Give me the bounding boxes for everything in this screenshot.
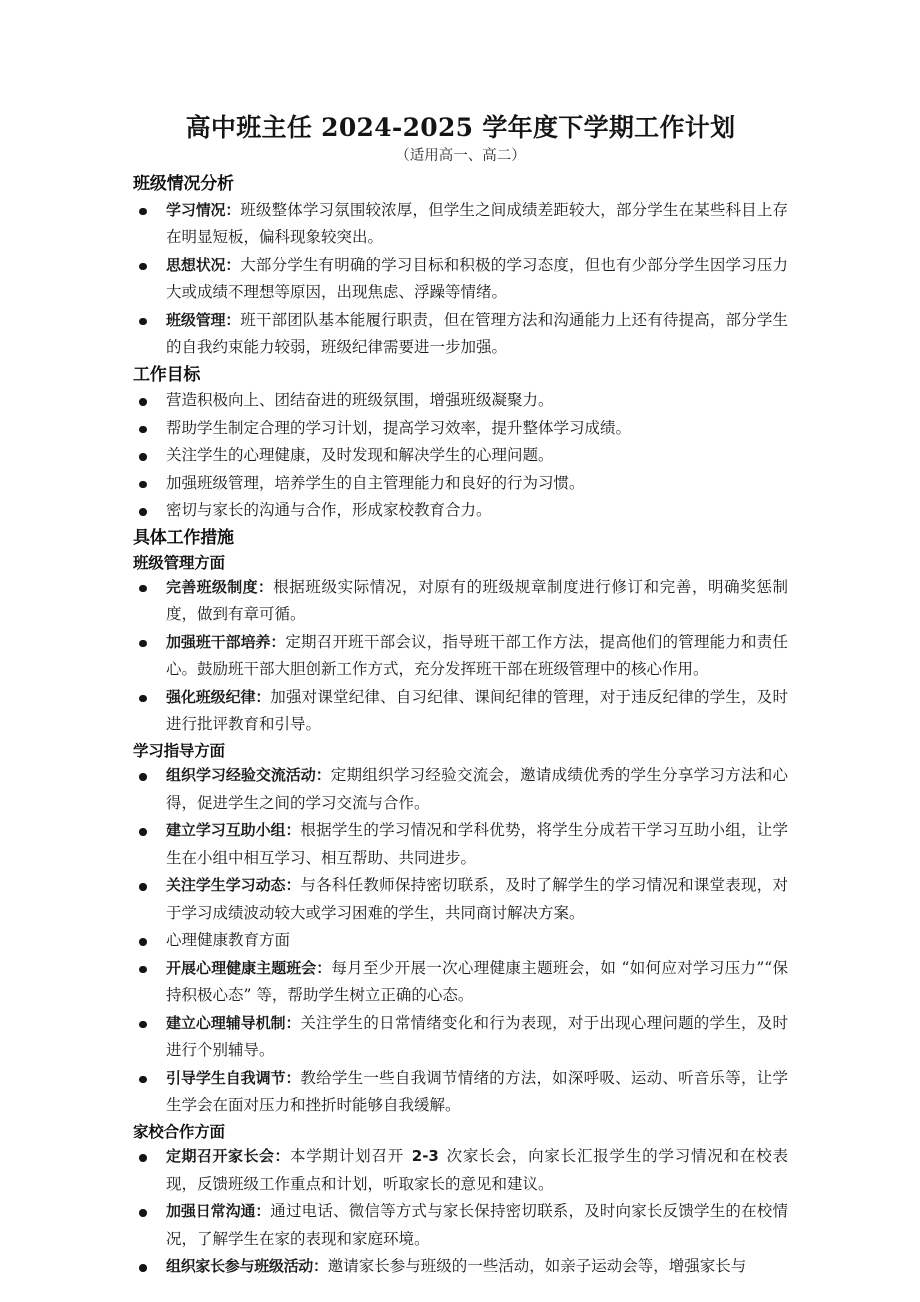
section-heading: 班级情况分析 bbox=[133, 174, 234, 195]
list-item: 建立学习互助小组：根据学生的学习情况和学科优势，将学生分成若干学习互助小组，让学生在小组中相互学习、相互帮助、共同进步。 bbox=[133, 817, 788, 872]
sections-container bbox=[133, 171, 788, 1281]
section-heading: 班级管理方面 bbox=[133, 553, 225, 572]
list-item: 加强班干部培养：定期召开班干部会议，指导班干部工作方法，提高他们的管理能力和责任心。鼓励班干部大胆创新工作方式，充分发挥班干部在班级管理中的核心作用。 bbox=[133, 629, 788, 684]
list-item: 密切与家长的沟通与合作，形成家校教育合力。 bbox=[133, 497, 788, 525]
bullet-lead-in: 开展心理健康主题班会： bbox=[166, 958, 332, 977]
bullet-lead-in: 定期召开家长会： bbox=[166, 1147, 290, 1166]
list-item: 建立心理辅导机制：关注学生的日常情绪变化和行为表现，对于出现心理问题的学生，及时进行个别辅导。 bbox=[133, 1010, 788, 1065]
bullet-lead-in: 关注学生学习动态： bbox=[166, 876, 301, 895]
list-item: 心理健康教育方面 bbox=[133, 927, 788, 955]
list-item: 组织家长参与班级活动：邀请家长参与班级的一些活动，如亲子运动会等，增强家长与 bbox=[133, 1253, 788, 1281]
bullet-lead-in: 强化班级纪律： bbox=[166, 687, 271, 706]
list-item: 完善班级制度：根据班级实际情况，对原有的班级规章制度进行修订和完善，明确奖惩制度，做到有章可循。 bbox=[133, 574, 788, 629]
inline-number: 2-3 bbox=[411, 1147, 439, 1166]
bullet-lead-in: 学习情况： bbox=[166, 200, 241, 219]
bullet-lead-in: 引导学生自我调节： bbox=[166, 1068, 301, 1087]
bullet-lead-in: 加强日常沟通： bbox=[166, 1202, 271, 1221]
page-subtitle: （适用高一、高二） bbox=[395, 148, 526, 165]
list-item: 加强班级管理，培养学生的自主管理能力和良好的行为习惯。 bbox=[133, 470, 788, 498]
list-item: 营造积极向上、团结奋进的班级氛围，增强班级凝聚力。 bbox=[133, 387, 788, 415]
bullet-lead-in: 建立学习互助小组： bbox=[166, 821, 301, 840]
bullet-lead-in: 思想状况： bbox=[166, 255, 241, 274]
list-item: 定期召开家长会：本学期计划召开 2-3 次家长会，向家长汇报学生的学习情况和在校表现，反馈班级工作重点和计划，听取家长的意见和建议。 bbox=[133, 1143, 788, 1198]
list-item: 开展心理健康主题班会：每月至少开展一次心理健康主题班会，如 “如何应对学习压力”“保持积极心态” 等，帮助学生树立正确的心态。 bbox=[133, 955, 788, 1010]
page-title: 高中班主任 2024-2025 学年度下学期工作计划 bbox=[185, 113, 736, 142]
list-item: 加强日常沟通：通过电话、微信等方式与家长保持密切联系，及时向家长反馈学生的在校情况，了解学生在家的表现和家庭环境。 bbox=[133, 1198, 788, 1253]
list-item: 帮助学生制定合理的学习计划，提高学习效率，提升整体学习成绩。 bbox=[133, 415, 788, 443]
bullet-lead-in: 班级管理： bbox=[166, 310, 241, 329]
bullet-list bbox=[133, 574, 788, 739]
section-heading: 具体工作措施 bbox=[133, 527, 234, 548]
list-item: 强化班级纪律：加强对课堂纪律、自习纪律、课间纪律的管理，对于违反纪律的学生，及时进行批评教育和引导。 bbox=[133, 684, 788, 739]
list-item: 班级管理：班干部团队基本能履行职责，但在管理方法和沟通能力上还有待提高，部分学生的自我约束能力较弱，班级纪律需要进一步加强。 bbox=[133, 307, 788, 362]
bullet-list bbox=[133, 1143, 788, 1281]
list-item: 组织学习经验交流活动：定期组织学习经验交流会，邀请成绩优秀的学生分享学习方法和心得，促进学生之间的学习交流与合作。 bbox=[133, 762, 788, 817]
bullet-list bbox=[133, 197, 788, 362]
section-heading: 家校合作方面 bbox=[133, 1122, 225, 1141]
bullet-lead-in: 建立心理辅导机制： bbox=[166, 1013, 301, 1032]
bullet-lead-in: 完善班级制度： bbox=[166, 577, 274, 596]
document-body bbox=[133, 112, 788, 1281]
bullet-list bbox=[133, 762, 788, 1120]
list-item: 思想状况：大部分学生有明确的学习目标和积极的学习态度，但也有少部分学生因学习压力大或成绩不理想等原因，出现焦虑、浮躁等情绪。 bbox=[133, 252, 788, 307]
bullet-lead-in: 组织家长参与班级活动： bbox=[166, 1257, 328, 1276]
section-heading: 工作目标 bbox=[133, 364, 201, 385]
list-item: 关注学生学习动态：与各科任教师保持密切联系，及时了解学生的学习情况和课堂表现，对于学习成绩波动较大或学习困难的学生，共同商讨解决方案。 bbox=[133, 872, 788, 927]
bullet-lead-in: 组织学习经验交流活动： bbox=[166, 766, 331, 785]
list-item: 学习情况：班级整体学习氛围较浓厚，但学生之间成绩差距较大，部分学生在某些科目上存在明显短板，偏科现象较突出。 bbox=[133, 197, 788, 252]
section-heading: 学习指导方面 bbox=[133, 741, 225, 760]
bullet-lead-in: 加强班干部培养： bbox=[166, 632, 286, 651]
list-item: 关注学生的心理健康，及时发现和解决学生的心理问题。 bbox=[133, 442, 788, 470]
list-item: 引导学生自我调节：教给学生一些自我调节情绪的方法，如深呼吸、运动、听音乐等，让学生学会在面对压力和挫折时能够自我缓解。 bbox=[133, 1065, 788, 1120]
bullet-list bbox=[133, 387, 788, 525]
